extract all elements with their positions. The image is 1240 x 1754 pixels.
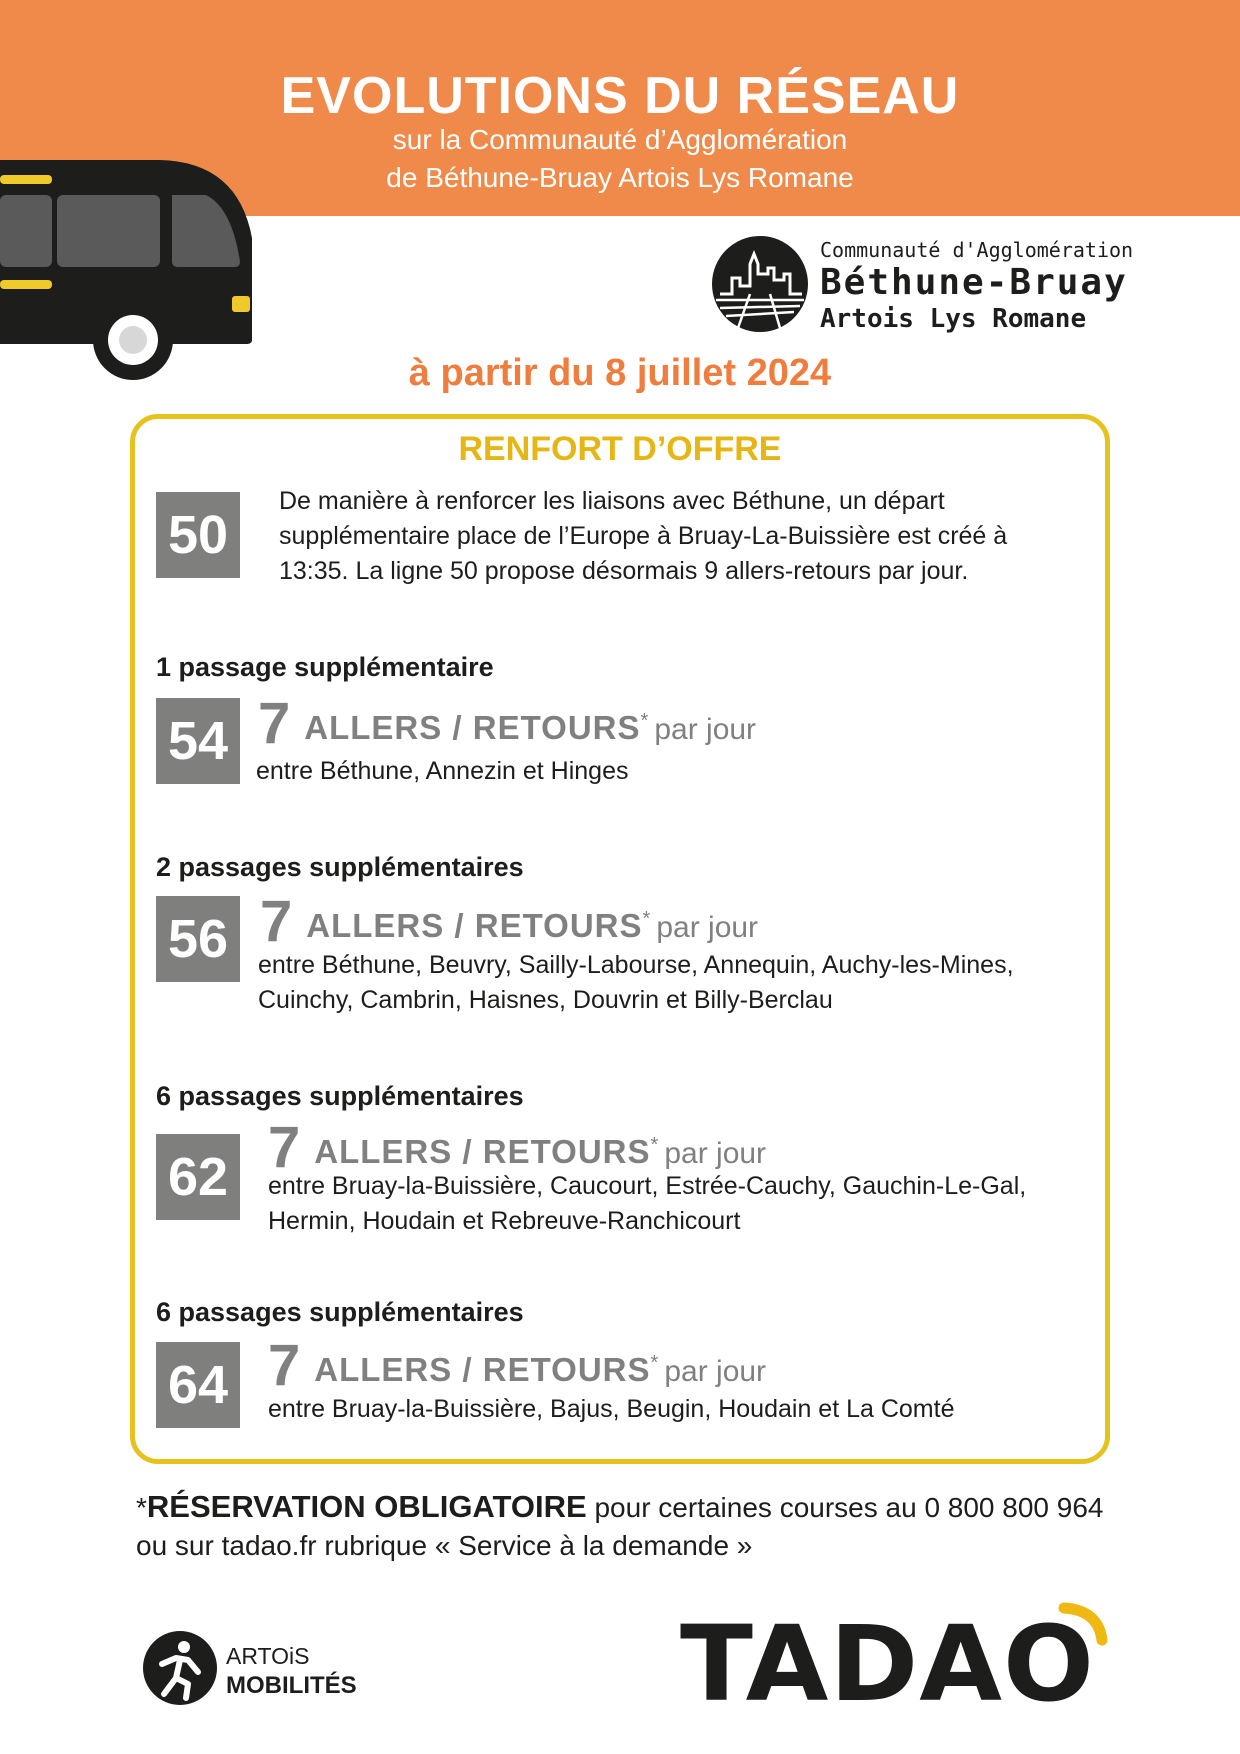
artois-logo-line-2: MOBILITÉS [226, 1672, 357, 1699]
line-54-route-1: entre Béthune, Annezin et Hinges [256, 757, 629, 785]
subtitle-line-2: de Béthune-Bruay Artois Lys Romane [386, 162, 854, 193]
tadao-logo-text: TADAO [680, 1603, 1095, 1710]
line-56-per-day: par jour [656, 911, 759, 944]
line-50-text-1: De manière à renforcer les liaisons avec Béthune, un départ [279, 487, 945, 515]
artois-logo-line-1: ARTOiS [226, 1643, 310, 1669]
line-64-allers-retours: ALLERS / RETOURS [314, 1351, 651, 1388]
line-badge-62: 62 [156, 1134, 240, 1220]
line-54-route [256, 754, 629, 789]
line-54-heading: 1 passage supplémentaire [156, 652, 494, 682]
line-62-route-2: Hermin, Houdain et Rebreuve-Ranchicourt [268, 1207, 741, 1235]
footnote-line-1 [136, 1488, 1104, 1527]
city-skyline-emblem-icon [710, 234, 810, 334]
line-64-route [268, 1392, 954, 1427]
line-56-frequency [260, 888, 758, 955]
subtitle-line-1: sur la Communauté d’Agglomération [392, 124, 848, 155]
line-64-route-1: entre Bruay-la-Buissière, Bajus, Beugin, Houdain et La Comté [268, 1395, 955, 1423]
page-title: EVOLUTIONS DU RÉSEAU [280, 67, 960, 125]
footnote-strong: RÉSERVATION OBLIGATOIRE [146, 1489, 587, 1524]
line-56-route-1: entre Béthune, Beuvry, Sailly-Labourse, Annequin, Auchy-les-Mines, [258, 951, 1014, 979]
line-64-star: * [650, 1352, 659, 1374]
agglo-logo-line-1: Communauté d'Agglomération [820, 238, 1134, 262]
line-62-allers-retours: ALLERS / RETOURS [314, 1133, 651, 1170]
line-64-count: 7 [268, 1333, 301, 1398]
line-badge-64: 64 [156, 1342, 240, 1428]
footnote-star: * [136, 1492, 147, 1523]
line-64-heading: 6 passages supplémentaires [156, 1297, 524, 1327]
running-person-icon [143, 1631, 217, 1705]
tadao-logo [680, 1600, 1120, 1710]
agglomeration-logo [710, 234, 1134, 334]
line-50-text-2: supplémentaire place de l’Europe à Bruay-La-Buissière est créé à [279, 522, 1008, 550]
line-62-per-day: par jour [664, 1137, 767, 1170]
effective-date: à partir du 8 juillet 2024 [408, 352, 832, 394]
line-56-route-2: Cuinchy, Cambrin, Haisnes, Douvrin et Billy-Berclau [258, 986, 833, 1014]
line-56-heading: 2 passages supplémentaires [156, 852, 524, 882]
line-54-count: 7 [258, 691, 291, 756]
line-50-text-3: 13:35. La ligne 50 propose désormais 9 allers-retours par jour. [279, 557, 969, 585]
agglo-logo-line-2: Béthune-Bruay [820, 262, 1128, 303]
line-56-count: 7 [260, 889, 293, 954]
line-56-star: * [642, 908, 651, 930]
line-62-star: * [650, 1134, 659, 1156]
line-62-heading: 6 passages supplémentaires [156, 1081, 524, 1111]
line-64-frequency [268, 1332, 766, 1399]
line-62-count: 7 [268, 1115, 301, 1180]
agglo-logo-line-3: Artois Lys Romane [820, 304, 1087, 334]
line-badge-56: 56 [156, 896, 240, 982]
line-badge-54: 54 [156, 698, 240, 784]
line-64-per-day: par jour [664, 1355, 767, 1388]
artois-mobilites-logo [142, 1630, 382, 1710]
line-54-frequency [258, 690, 756, 757]
line-54-allers-retours: ALLERS / RETOURS [304, 709, 641, 746]
line-50-description [279, 484, 1007, 589]
footnote-rest: pour certaines courses au 0 800 800 964 [586, 1492, 1104, 1523]
line-54-per-day: par jour [654, 713, 757, 746]
line-badge-50: 50 [156, 492, 240, 578]
line-62-route [268, 1169, 1026, 1239]
line-54-star: * [640, 710, 649, 732]
line-62-route-1: entre Bruay-la-Buissière, Caucourt, Estrée-Cauchy, Gauchin-Le-Gal, [268, 1172, 1027, 1200]
footnote-line-2: ou sur tadao.fr rubrique « Service à la demande » [136, 1530, 753, 1561]
offer-box-title: RENFORT D’OFFRE [430, 430, 810, 469]
reservation-footnote [136, 1488, 1104, 1565]
line-56-route [258, 948, 1014, 1018]
line-56-allers-retours: ALLERS / RETOURS [306, 907, 643, 944]
